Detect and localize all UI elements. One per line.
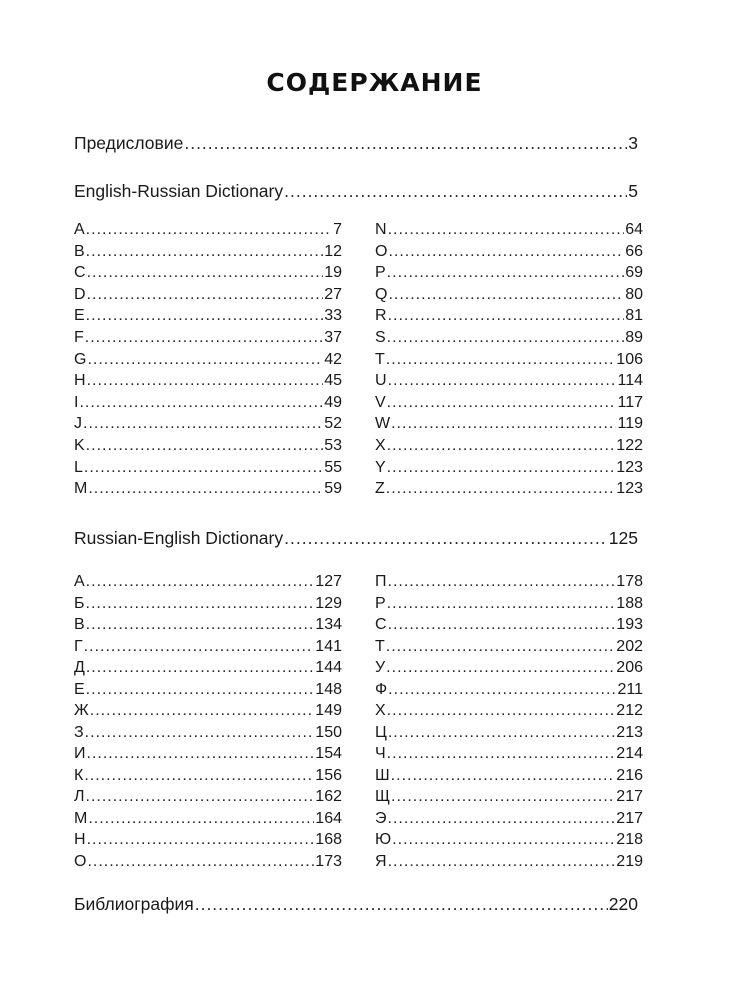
toc-entry-preface[interactable] bbox=[74, 133, 638, 154]
letter-entry[interactable] bbox=[375, 788, 643, 806]
toc-entry-label: Russian-English Dictionary bbox=[74, 528, 284, 548]
dot-leader bbox=[86, 243, 324, 261]
letter-page: 59 bbox=[324, 480, 342, 498]
letter-label: N bbox=[375, 221, 387, 238]
dot-leader bbox=[87, 831, 315, 849]
dot-leader bbox=[87, 286, 324, 304]
letter-entry[interactable] bbox=[74, 853, 342, 871]
dot-leader bbox=[86, 307, 324, 325]
letter-label: Е bbox=[74, 680, 85, 698]
letter-page: 219 bbox=[616, 852, 643, 870]
letter-label: E bbox=[74, 307, 85, 325]
letter-page: 144 bbox=[315, 659, 342, 676]
letter-entry[interactable] bbox=[74, 810, 342, 828]
letter-label: В bbox=[74, 616, 85, 633]
dot-leader bbox=[86, 595, 315, 613]
letter-page: 127 bbox=[315, 573, 342, 590]
letter-entry[interactable] bbox=[375, 853, 643, 871]
letter-entry[interactable] bbox=[74, 437, 342, 455]
letter-page: 66 bbox=[625, 242, 643, 260]
letter-entry[interactable] bbox=[375, 616, 643, 634]
letter-label: К bbox=[74, 766, 84, 784]
dot-leader bbox=[387, 264, 625, 282]
dot-leader bbox=[184, 133, 627, 154]
letter-page: 106 bbox=[616, 350, 643, 368]
letter-page: 49 bbox=[324, 393, 342, 411]
letter-label: K bbox=[74, 437, 85, 454]
letter-label: H bbox=[74, 372, 86, 390]
letter-page: 80 bbox=[625, 285, 643, 303]
letter-entry[interactable] bbox=[74, 286, 342, 304]
toc-entry-en-ru[interactable] bbox=[74, 181, 638, 202]
letter-label: П bbox=[375, 573, 387, 590]
letter-page: 214 bbox=[616, 745, 643, 762]
letter-page: 173 bbox=[315, 852, 342, 870]
letter-page: 212 bbox=[616, 702, 643, 719]
letter-label: Ю bbox=[375, 831, 392, 848]
letter-entry[interactable] bbox=[74, 702, 342, 720]
letter-entry[interactable] bbox=[74, 788, 342, 806]
dot-leader bbox=[284, 528, 608, 549]
dot-leader bbox=[387, 394, 617, 412]
letter-label: Ц bbox=[375, 723, 387, 741]
letter-label: A bbox=[74, 221, 85, 238]
letter-entry[interactable] bbox=[74, 638, 342, 656]
letter-entry[interactable] bbox=[74, 307, 342, 325]
letter-page: 206 bbox=[616, 659, 643, 676]
toc-entry-ru-en[interactable] bbox=[74, 528, 638, 549]
dot-leader bbox=[83, 415, 323, 433]
letter-entry[interactable] bbox=[74, 329, 342, 347]
letter-label: Y bbox=[375, 458, 386, 476]
letter-page: 150 bbox=[315, 723, 342, 741]
letter-label: Ф bbox=[375, 680, 388, 698]
dot-leader bbox=[88, 810, 314, 828]
letter-page: 81 bbox=[625, 307, 643, 325]
dot-leader bbox=[86, 616, 315, 634]
dot-leader bbox=[86, 681, 315, 699]
letter-entry[interactable] bbox=[375, 351, 643, 369]
dot-leader bbox=[388, 221, 625, 239]
letter-page: 37 bbox=[324, 329, 342, 346]
letter-entry[interactable] bbox=[74, 459, 342, 477]
dot-leader bbox=[84, 767, 314, 785]
letter-page: 156 bbox=[315, 766, 342, 784]
letter-entry[interactable] bbox=[375, 415, 643, 433]
letter-label: С bbox=[375, 616, 387, 633]
toc-entry-label: English-Russian Dictionary bbox=[74, 181, 284, 201]
letter-entry[interactable] bbox=[74, 394, 342, 412]
letter-page: 188 bbox=[616, 594, 643, 612]
dot-leader bbox=[79, 394, 323, 412]
letter-label: Ж bbox=[74, 702, 89, 719]
letter-page: 149 bbox=[315, 702, 342, 719]
letter-entry[interactable] bbox=[74, 372, 342, 390]
letter-entry[interactable] bbox=[74, 573, 342, 591]
letter-label: Н bbox=[74, 831, 86, 848]
letter-label: I bbox=[74, 393, 79, 411]
letter-entry[interactable] bbox=[74, 724, 342, 742]
letter-entry[interactable] bbox=[74, 415, 342, 433]
letter-entry[interactable] bbox=[74, 681, 342, 699]
letter-label: Б bbox=[74, 594, 85, 612]
dot-leader bbox=[85, 329, 323, 347]
letter-label: U bbox=[375, 372, 387, 390]
letter-entry[interactable] bbox=[375, 459, 643, 477]
letter-entry[interactable] bbox=[375, 831, 643, 849]
letter-entry[interactable] bbox=[375, 745, 643, 763]
letter-label: И bbox=[74, 745, 86, 762]
letter-entry[interactable] bbox=[375, 595, 643, 613]
letter-entry[interactable] bbox=[375, 681, 643, 699]
letter-label: О bbox=[74, 852, 87, 870]
letter-entry[interactable] bbox=[74, 595, 342, 613]
dot-leader bbox=[388, 724, 615, 742]
letter-page: 12 bbox=[324, 242, 342, 260]
letter-page: 52 bbox=[324, 415, 342, 433]
letter-entry[interactable] bbox=[375, 372, 643, 390]
letter-page: 45 bbox=[324, 372, 342, 390]
letter-page: 211 bbox=[617, 680, 643, 698]
dot-leader bbox=[284, 181, 627, 202]
letter-page: 193 bbox=[616, 616, 643, 633]
letter-label: Щ bbox=[375, 788, 390, 805]
letter-page: 69 bbox=[625, 264, 643, 282]
letter-label: O bbox=[375, 242, 388, 260]
letter-page: 154 bbox=[315, 745, 342, 762]
letter-label: T bbox=[375, 350, 385, 368]
letter-entry[interactable] bbox=[375, 243, 643, 261]
letter-page: 178 bbox=[616, 573, 643, 590]
letter-page: 141 bbox=[315, 637, 342, 655]
letter-entry[interactable] bbox=[375, 307, 643, 325]
letter-page: 213 bbox=[616, 723, 643, 741]
toc-entry-label: Библиография bbox=[74, 894, 194, 914]
letter-entry[interactable] bbox=[74, 480, 342, 498]
letter-entry[interactable] bbox=[375, 702, 643, 720]
letter-page: 216 bbox=[616, 766, 643, 784]
dot-leader bbox=[195, 894, 608, 915]
letter-entry[interactable] bbox=[375, 329, 643, 347]
letter-page: 123 bbox=[616, 458, 643, 476]
dot-leader bbox=[386, 480, 616, 498]
letter-entry[interactable] bbox=[375, 480, 643, 498]
letter-entry[interactable] bbox=[375, 724, 643, 742]
dot-leader bbox=[387, 437, 616, 455]
letter-label: У bbox=[375, 659, 386, 676]
letter-label: З bbox=[74, 723, 84, 741]
letter-label: Р bbox=[375, 594, 386, 612]
letter-label: B bbox=[74, 242, 85, 260]
toc-entry-page: 125 bbox=[608, 528, 638, 548]
dot-leader bbox=[386, 351, 616, 369]
dot-leader bbox=[388, 616, 616, 634]
letter-entry[interactable] bbox=[375, 810, 643, 828]
letter-label: Ч bbox=[375, 745, 386, 762]
letter-entry[interactable] bbox=[74, 659, 342, 677]
dot-leader bbox=[388, 372, 617, 390]
toc-entry-page: 220 bbox=[608, 894, 638, 914]
letter-page: 168 bbox=[315, 831, 342, 848]
letter-label: Э bbox=[375, 809, 387, 827]
letter-entry[interactable] bbox=[375, 437, 643, 455]
letter-entry[interactable] bbox=[375, 264, 643, 282]
letter-label: Q bbox=[375, 285, 388, 303]
dot-leader bbox=[388, 810, 616, 828]
letter-page: 7 bbox=[333, 221, 342, 238]
dot-leader bbox=[86, 221, 332, 239]
letter-label: J bbox=[74, 415, 82, 433]
dot-leader bbox=[388, 243, 624, 261]
letter-entry[interactable] bbox=[375, 286, 643, 304]
letter-entry[interactable] bbox=[375, 659, 643, 677]
letter-label: G bbox=[74, 350, 87, 368]
letter-entry[interactable] bbox=[74, 243, 342, 261]
letter-page: 64 bbox=[625, 221, 643, 238]
letter-label: X bbox=[375, 437, 386, 454]
letter-label: Ш bbox=[375, 766, 390, 784]
letter-page: 114 bbox=[617, 372, 643, 390]
letter-label: P bbox=[375, 264, 386, 282]
dot-leader bbox=[387, 702, 616, 720]
dot-leader bbox=[387, 459, 616, 477]
letter-label: L bbox=[74, 458, 83, 476]
dot-leader bbox=[85, 724, 315, 742]
letter-page: 217 bbox=[616, 788, 643, 805]
letter-label: C bbox=[74, 264, 86, 282]
letter-page: 27 bbox=[324, 285, 342, 303]
letter-entry[interactable] bbox=[74, 351, 342, 369]
letter-label: V bbox=[375, 393, 386, 411]
letter-page: 33 bbox=[324, 307, 342, 325]
dot-leader bbox=[84, 638, 315, 656]
toc-entry-bibliography[interactable] bbox=[74, 894, 638, 915]
letter-page: 42 bbox=[324, 350, 342, 368]
letter-label: W bbox=[375, 415, 391, 433]
letter-label: S bbox=[375, 329, 386, 346]
letter-page: 123 bbox=[616, 480, 643, 498]
letter-label: F bbox=[74, 329, 84, 346]
letter-label: Г bbox=[74, 637, 83, 655]
dot-leader bbox=[86, 788, 315, 806]
letter-entry[interactable] bbox=[74, 831, 342, 849]
dot-leader bbox=[86, 437, 324, 455]
letter-label: D bbox=[74, 285, 86, 303]
letter-label: Z bbox=[375, 480, 385, 498]
dot-leader bbox=[90, 702, 315, 720]
dot-leader bbox=[387, 329, 625, 347]
toc-entry-label: Предисловие bbox=[74, 133, 184, 153]
dot-leader bbox=[392, 831, 615, 849]
letter-page: 134 bbox=[315, 616, 342, 633]
dot-leader bbox=[86, 573, 315, 591]
letter-page: 117 bbox=[617, 393, 643, 411]
dot-leader bbox=[387, 745, 616, 763]
dot-leader bbox=[386, 638, 616, 656]
letter-label: Т bbox=[375, 637, 385, 655]
letter-page: 162 bbox=[315, 788, 342, 805]
dot-leader bbox=[388, 286, 624, 304]
letter-page: 55 bbox=[324, 458, 342, 476]
toc-entry-page: 5 bbox=[628, 181, 638, 201]
letter-page: 164 bbox=[315, 809, 342, 827]
dot-leader bbox=[387, 595, 616, 613]
letter-entry[interactable] bbox=[375, 394, 643, 412]
letter-page: 122 bbox=[616, 437, 643, 454]
dot-leader bbox=[391, 788, 615, 806]
letter-entry[interactable] bbox=[74, 616, 342, 634]
dot-leader bbox=[391, 415, 616, 433]
letter-page: 19 bbox=[324, 264, 342, 282]
letter-page: 119 bbox=[617, 415, 643, 433]
dot-leader bbox=[86, 659, 314, 677]
letter-page: 129 bbox=[315, 594, 342, 612]
dot-leader bbox=[388, 573, 616, 591]
letter-entry[interactable] bbox=[74, 745, 342, 763]
letter-label: R bbox=[375, 307, 387, 325]
letter-page: 218 bbox=[616, 831, 643, 848]
dot-leader bbox=[84, 459, 323, 477]
letter-entry[interactable] bbox=[74, 767, 342, 785]
letter-label: А bbox=[74, 573, 85, 590]
letter-label: Х bbox=[375, 702, 386, 719]
letter-page: 148 bbox=[315, 680, 342, 698]
dot-leader bbox=[388, 307, 625, 325]
letter-label: M bbox=[74, 480, 88, 498]
dot-leader bbox=[391, 767, 616, 785]
letter-label: Л bbox=[74, 788, 85, 805]
letter-page: 217 bbox=[616, 809, 643, 827]
dot-leader bbox=[87, 372, 324, 390]
letter-entry[interactable] bbox=[375, 767, 643, 785]
letter-page: 89 bbox=[625, 329, 643, 346]
letter-entry[interactable] bbox=[375, 221, 643, 239]
toc-entry-page: 3 bbox=[628, 133, 638, 153]
dot-leader bbox=[388, 681, 616, 699]
letter-page: 202 bbox=[616, 637, 643, 655]
dot-leader bbox=[388, 853, 616, 871]
page-title: СОДЕРЖАНИЕ bbox=[266, 68, 483, 97]
letter-entry[interactable] bbox=[375, 638, 643, 656]
dot-leader bbox=[87, 264, 324, 282]
dot-leader bbox=[87, 351, 323, 369]
dot-leader bbox=[87, 853, 314, 871]
letter-entry[interactable] bbox=[74, 221, 342, 239]
dot-leader bbox=[88, 480, 323, 498]
letter-label: Д bbox=[74, 659, 85, 676]
letter-entry[interactable] bbox=[74, 264, 342, 282]
dot-leader bbox=[386, 659, 615, 677]
letter-entry[interactable] bbox=[375, 573, 643, 591]
letter-label: М bbox=[74, 809, 88, 827]
dot-leader bbox=[87, 745, 315, 763]
letter-page: 53 bbox=[324, 437, 342, 454]
letter-label: Я bbox=[375, 852, 387, 870]
